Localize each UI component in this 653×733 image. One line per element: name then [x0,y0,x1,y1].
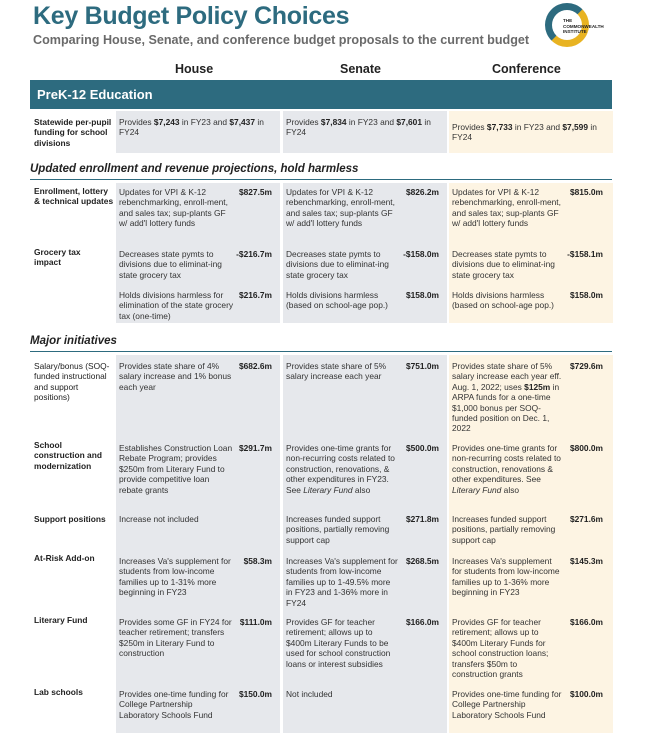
atrisk-senate-text: Increases Va's supplement for students from low-income families up to 1-49.5% more in FY23 and 1-36% more in FY24 [286,556,398,608]
holdharmless-house-amount: $216.7m [238,290,272,300]
literary-conference-text: Provides GF for teacher retirement; allows up to $400m Literary Funds for school construction loans; transfers $50m to construction grants [452,617,549,680]
labschools-house-text: Provides one-time funding for College Partnership Laboratory Schools Fund [119,689,229,720]
salary-conference-amount: $729.6m [569,361,603,371]
grocery-senate-amount: -$158.0m [403,249,439,259]
salary-senate-amount: $751.0m [405,361,439,371]
labschools-conference-text: Provides one-time funding for College Partnership Laboratory Schools Fund [452,689,562,720]
support-conference-amount: $271.6m [569,514,603,524]
holdharmless-conference-text: Holds divisions harmless (based on school-age pop.) [452,290,554,311]
row-label-literary: Literary Fund [34,615,88,625]
salary-house-amount: $682.6m [238,361,272,371]
grocery-house-text: Decreases state pymts to divisions due to eliminat-ing state grocery tax [119,249,222,280]
row-label-labschools: Lab schools [34,687,83,697]
support-senate-amount: $271.8m [405,514,439,524]
house-panel [116,355,280,733]
logo-text-line: COMMONWEALTH [563,23,604,29]
grocery-house-amount: -$216.7m [236,249,272,259]
literary-house-text: Provides some GF in FY24 for teacher retirement; transfers $250m in Literary Fund to construction [119,617,232,659]
subsection-heading-enrollment: Updated enrollment and revenue projections, hold harmless [30,163,612,180]
salary-senate-text: Provides state share of 5% salary increase each year [286,361,387,382]
row-label-statewide: Statewide per-pupil funding for school divisions [34,117,112,148]
enrollment-house-text: Updates for VPI & K-12 rebenchmarking, enroll-ment, and sales tax; sup-plants GF w/ add'l lottery funds [119,187,228,229]
column-header-senate: Senate [340,62,381,76]
construction-conference-text: Provides one-time grants for non-recurring costs related to construction, renovations & other expenditures. See Literary Fund also [452,443,561,495]
support-senate-text: Increases funded support positions, partially removing support cap [286,514,390,545]
row-label-atrisk: At-Risk Add-on [34,553,95,563]
grocery-conference-text: Decreases state pymts to divisions due to eliminat-ing state grocery tax [452,249,555,280]
labschools-house-amount: $150.0m [238,689,272,699]
construction-house-text: Establishes Construction Loan Rebate Program; provides $250m from Literary Fund to provide competitive loan rebate grants [119,443,233,495]
column-header-house: House [175,62,214,76]
support-house-text: Increase not included [119,514,199,524]
row-label-grocery: Grocery tax impact [34,247,81,268]
statewide-senate-cell: Provides $7,834 in FY23 and $7,601 in FY24 [286,117,431,138]
holdharmless-house-text: Holds divisions harmless for elimination of the state grocery tax (one-time) [119,290,234,321]
atrisk-senate-amount: $268.5m [405,556,439,566]
logo-text [563,18,604,35]
literary-senate-amount: $166.0m [405,617,439,627]
enrollment-senate-text: Updates for VPI & K-12 rebenchmarking, enroll-ment, and sales tax; sup-plants GF w/ add'l lottery funds [286,187,395,229]
row-label-construction: School construction and modernization [34,440,102,471]
salary-house-text: Provides state share of 4% salary increase and 1% bonus each year [119,361,232,392]
labschools-senate-text: Not included [286,689,333,699]
row-label-support: Support positions [34,514,106,524]
atrisk-house-text: Increases Va's supplement for students from low-income families up to 1-31% more beginning in FY23 [119,556,231,598]
section-label: PreK-12 Education [37,87,153,102]
holdharmless-senate-text: Holds divisions harmless (based on school-age pop.) [286,290,388,311]
literary-conference-amount: $166.0m [569,617,603,627]
column-header-conference: Conference [492,62,561,76]
section-bar [30,80,612,109]
construction-house-amount: $291.7m [238,443,272,453]
page-title: Key Budget Policy Choices [33,2,350,30]
statewide-conference-cell: Provides $7,733 in FY23 and $7,599 in FY24 [452,122,597,143]
enrollment-house-amount: $827.5m [238,187,272,197]
literary-senate-text: Provides GF for teacher retirement; allows up to $400m Literary Funds to be used for school construction loans or interest subsidies [286,617,391,669]
atrisk-house-amount: $58.3m [243,556,272,566]
construction-senate-text: Provides one-time grants for non-recurring costs related to construction, renovations, & other expenditures in FY23. See Literary Fund also [286,443,395,495]
row-label-enrollment: Enrollment, lottery & technical updates [34,186,114,207]
holdharmless-senate-amount: $158.0m [405,290,439,300]
support-conference-text: Increases funded support positions, partially removing support cap [452,514,556,545]
subsection-heading-initiatives: Major initiatives [30,335,612,352]
labschools-conference-amount: $100.0m [569,689,603,699]
enrollment-conference-amount: $815.0m [569,187,603,197]
grocery-conference-amount: -$158.1m [567,249,603,259]
page-subtitle: Comparing House, Senate, and conference budget proposals to the current budget [33,33,530,47]
atrisk-conference-amount: $145.3m [569,556,603,566]
row-label-salary-text: Salary/bonus (SOQ-funded instructional and support positions) [34,361,110,403]
construction-conference-amount: $800.0m [569,443,603,453]
statewide-house-cell: Provides $7,243 in FY23 and $7,437 in FY24 [119,117,264,138]
construction-senate-amount: $500.0m [405,443,439,453]
logo-text-line: THE [563,18,573,23]
logo-text-line: INSTITUTE [563,29,587,34]
commonwealth-institute-logo [545,3,623,47]
grocery-senate-text: Decreases state pymts to divisions due to eliminat-ing state grocery tax [286,249,389,280]
enrollment-senate-amount: $826.2m [405,187,439,197]
atrisk-conference-text: Increases Va's supplement for students from low-income families up to 1-36% more beginning in FY23 [452,556,560,598]
enrollment-conference-text: Updates for VPI & K-12 rebenchmarking, enroll-ment, and sales tax; sup-plants GF w/ add'l lottery funds [452,187,561,229]
salary-conference-text: Provides state share of 5% salary increase each year eff. Aug. 1, 2022; uses $125m in ARPA funds for a one-time $1,000 bonus per SOQ-funded position on Dec. 1, 2022 [452,361,562,434]
holdharmless-conference-amount: $158.0m [569,290,603,300]
literary-house-amount: $111.0m [239,617,272,627]
row-label-salary [34,361,112,403]
